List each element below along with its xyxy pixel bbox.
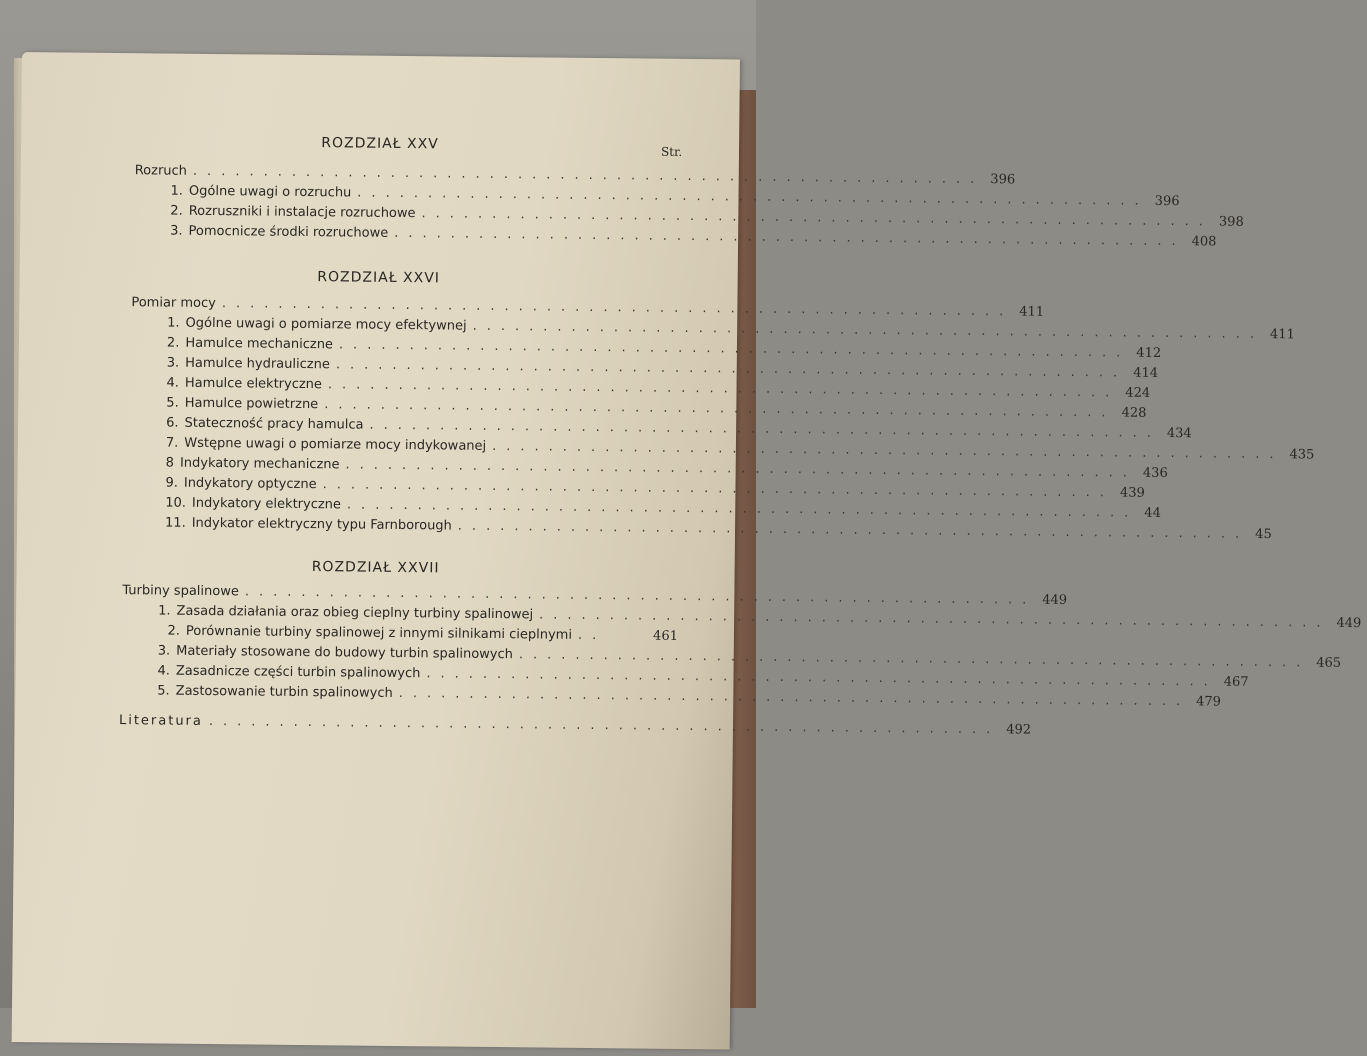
toc-item: 5. Zastosowanie turbin spalinowych ........................................................ 479 <box>157 683 1222 710</box>
toc-item: 9. Indykatory optyczne ........................................................ 439 <box>165 475 1145 501</box>
toc-item: 10. Indykatory elektryczne ........................................................ 44 <box>165 495 1161 521</box>
toc-item: 2. Rozruszniki i instalacje rozruchowe ........................................................ 398 <box>170 203 1244 230</box>
toc-item: 4. Zasadnicze części turbin spalinowych ........................................................ 467 <box>157 663 1249 690</box>
literature-label: Literatura <box>118 713 204 729</box>
section-row: Pomiar mocy ........................................................ 411 <box>131 295 1045 320</box>
toc-item: 2. Porównanie turbiny spalinowej z innymi silnikami cieplnymi .. 461 <box>167 623 678 644</box>
toc-item: 1. Zasada działania oraz obieg cieplny turbiny spalinowej ........................................................ 449 <box>158 603 1362 632</box>
toc-item: 3. Materiały stosowane do budowy turbin spalinowych ........................................................ 465 <box>157 643 1342 671</box>
toc-item: 6. Stateczność pracy hamulca ........................................................ 434 <box>166 415 1192 442</box>
section-title: Pomiar mocy <box>131 295 216 312</box>
toc-item: 8 Indykatory mechaniczne ........................................................ 436 <box>165 455 1168 482</box>
toc-item: 3. Pomocnicze środki rozruchowe ........................................................ 408 <box>170 223 1217 250</box>
chapter-heading: ROZDZIAŁ XXVI <box>317 269 441 287</box>
literature-page: 492 <box>1006 722 1032 738</box>
chapter-heading: ROZDZIAŁ XXV <box>321 135 439 153</box>
section-row: Turbiny spalinowe ........................................................ 449 <box>122 583 1068 608</box>
table-of-contents <box>12 52 1362 1049</box>
toc-item: 4. Hamulce elektryczne ........................................................ 424 <box>166 375 1151 401</box>
page-number: 396 <box>990 172 1016 188</box>
book-page <box>12 52 1362 1049</box>
page-column-label: Str. <box>660 144 683 159</box>
literature-row: Literatura ........................................................ 492 <box>118 713 1032 738</box>
toc-item: 3. Hamulce hydrauliczne ........................................................ 414 <box>166 355 1159 381</box>
toc-item: 1. Ogólne uwagi o pomiarze mocy efektywnej ........................................................ 411 <box>167 315 1295 343</box>
chapter-heading: ROZDZIAŁ XXVII <box>311 559 440 577</box>
toc-item: 1. Ogólne uwagi o rozruchu ........................................................ 396 <box>170 183 1180 210</box>
toc-item: 2. Hamulce mechaniczne ........................................................ 412 <box>166 335 1162 361</box>
toc-item: 5. Hamulce powietrzne ........................................................ 428 <box>166 395 1147 421</box>
section-title: Turbiny spalinowe <box>122 583 239 600</box>
toc-item: 11. Indykator elektryczny typu Farnborough ........................................................ 45 <box>164 515 1272 543</box>
section-title: Rozruch <box>134 163 188 179</box>
toc-item: 7. Wstępne uwagi o pomiarze mocy indykowanej ........................................................ 435 <box>165 435 1315 463</box>
section-row: Rozruch ........................................................ 396 <box>134 163 1016 188</box>
